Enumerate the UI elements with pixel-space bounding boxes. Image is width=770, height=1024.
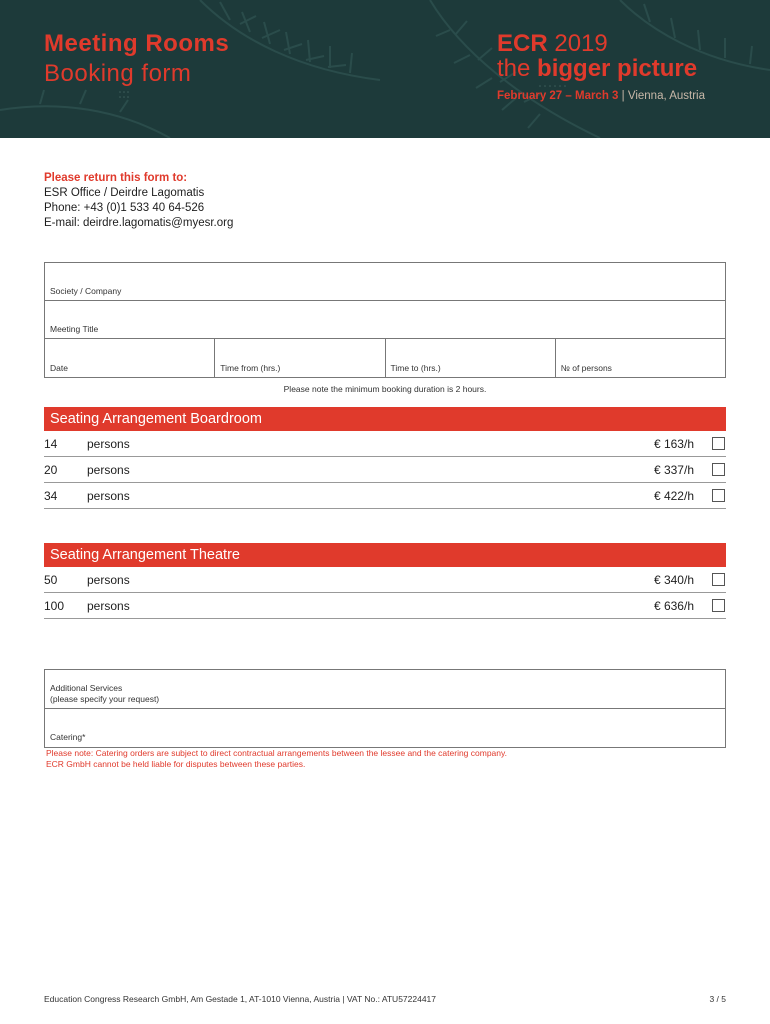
option-price: € 163/h xyxy=(653,437,694,451)
contact-email: E-mail: deirdre.lagomatis@myesr.org xyxy=(44,217,234,229)
option-unit: persons xyxy=(87,489,130,503)
boardroom-14-checkbox[interactable] xyxy=(712,437,725,450)
persons-field[interactable] xyxy=(556,339,725,377)
society-company-field[interactable] xyxy=(45,263,725,301)
theatre-50-checkbox[interactable] xyxy=(712,573,725,586)
ecr-tagline xyxy=(497,55,697,83)
booking-details-grid xyxy=(44,262,726,378)
additional-services-field[interactable] xyxy=(45,670,725,709)
option-capacity: 20 xyxy=(44,463,58,477)
place-text: Vienna, Austria xyxy=(627,90,706,102)
option-unit: persons xyxy=(87,437,130,451)
page-number: 3 / 5 xyxy=(709,994,726,1004)
theatre-option-row xyxy=(44,593,726,619)
theatre-option-row xyxy=(44,567,726,593)
date-field[interactable] xyxy=(45,339,215,377)
catering-label: Catering* xyxy=(50,732,86,742)
option-unit: persons xyxy=(87,463,130,477)
page-footer xyxy=(44,994,726,1004)
society-company-label: Society / Company xyxy=(50,286,122,296)
tagline-bold: bigger picture xyxy=(537,55,698,82)
additional-services-label xyxy=(50,683,159,705)
date-label: Date xyxy=(50,363,68,373)
ecr-year: 2019 xyxy=(554,30,608,57)
page-subtitle: Booking form xyxy=(44,60,192,87)
contact-heading: Please return this form to: xyxy=(44,172,188,184)
time-to-field[interactable] xyxy=(386,339,556,377)
option-unit: persons xyxy=(87,599,130,613)
congress-dates xyxy=(497,90,705,102)
catering-field[interactable] xyxy=(45,709,725,747)
catering-note xyxy=(46,748,507,770)
time-from-field[interactable] xyxy=(215,339,385,377)
contact-block xyxy=(44,171,233,231)
option-capacity: 14 xyxy=(44,437,58,451)
theatre-section-title: Seating Arrangement Theatre xyxy=(44,543,726,567)
option-capacity: 34 xyxy=(44,489,58,503)
services-grid xyxy=(44,669,726,748)
additional-services-title: Additional Services xyxy=(50,683,123,693)
footer-address: Education Congress Research GmbH, Am Gestade 1, AT-1010 Vienna, Austria | VAT No.: ATU57224417 xyxy=(44,994,437,1004)
boardroom-option-row xyxy=(44,431,726,457)
tagline-the: the xyxy=(497,55,531,82)
option-price: € 636/h xyxy=(653,599,694,613)
ecr-logo xyxy=(497,30,608,58)
time-to-label: Time to (hrs.) xyxy=(390,363,441,373)
boardroom-section-title: Seating Arrangement Boardroom xyxy=(44,407,726,431)
date-time-row xyxy=(45,339,725,377)
meeting-title-label: Meeting Title xyxy=(50,324,99,334)
dates-separator: | xyxy=(621,90,625,102)
option-capacity: 50 xyxy=(44,573,58,587)
theatre-100-checkbox[interactable] xyxy=(712,599,725,612)
boardroom-option-row xyxy=(44,483,726,509)
boardroom-option-row xyxy=(44,457,726,483)
option-capacity: 100 xyxy=(44,599,65,613)
contact-office: ESR Office / Deirdre Lagomatis xyxy=(44,187,205,199)
minimum-duration-note: Please note the minimum booking duration is 2 hours. xyxy=(283,384,487,394)
catering-note-line2: ECR GmbH cannot be held liable for disputes between these parties. xyxy=(46,759,306,769)
additional-services-hint: (please specify your request) xyxy=(50,694,160,704)
dates-text: February 27 – March 3 xyxy=(497,90,619,102)
boardroom-34-checkbox[interactable] xyxy=(712,489,725,502)
time-from-label: Time from (hrs.) xyxy=(220,363,281,373)
option-price: € 340/h xyxy=(653,573,694,587)
contact-phone: Phone: +43 (0)1 533 40 64-526 xyxy=(44,202,205,214)
catering-note-line1: Please note: Catering orders are subject to direct contractual arrangements between the lessee and the catering company. xyxy=(46,748,507,758)
option-unit: persons xyxy=(87,573,130,587)
page-title: Meeting Rooms xyxy=(44,30,230,57)
boardroom-20-checkbox[interactable] xyxy=(712,463,725,476)
option-price: € 422/h xyxy=(653,489,694,503)
ecr-brand: ECR xyxy=(497,30,548,57)
meeting-title-field[interactable] xyxy=(45,301,725,339)
header-banner xyxy=(0,0,770,138)
option-price: € 337/h xyxy=(653,463,694,477)
persons-label: № of persons xyxy=(560,363,612,373)
